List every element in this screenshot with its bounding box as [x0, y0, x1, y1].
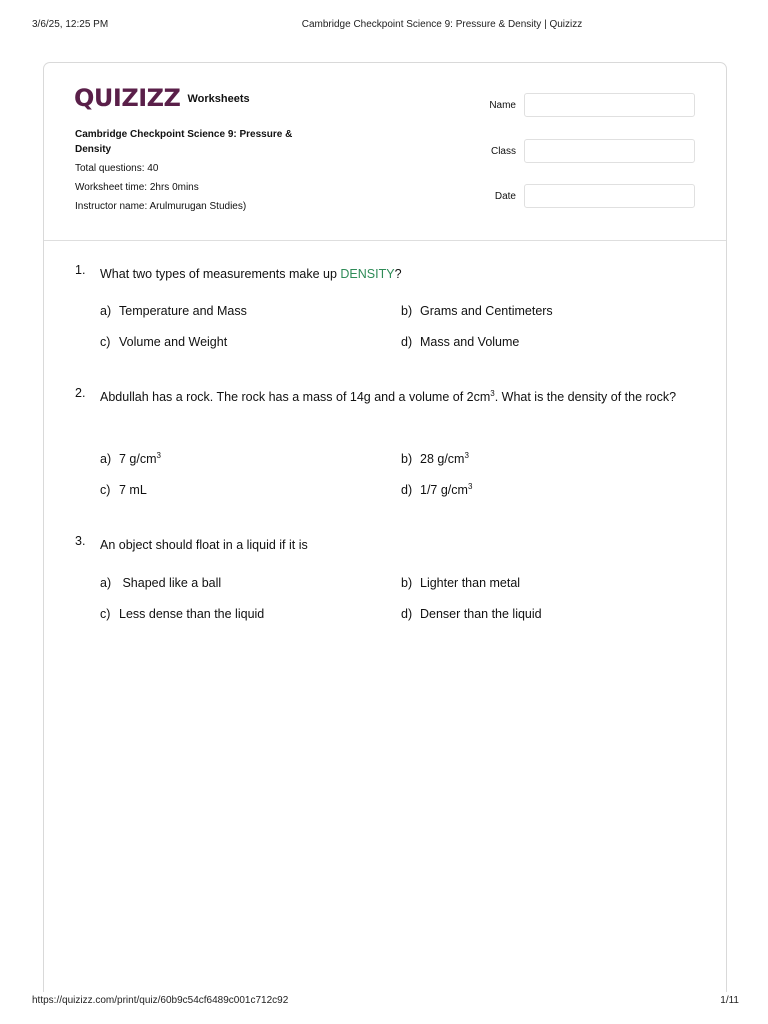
name-field-row: [474, 93, 726, 117]
option-text: Temperature and Mass: [119, 304, 247, 318]
question-highlight: DENSITY: [340, 267, 395, 281]
superscript: 3: [490, 388, 495, 398]
option-letter: d): [401, 607, 413, 621]
question-text: An object should float in a liquid if it is: [100, 538, 308, 552]
option-letter: b): [401, 304, 413, 318]
option-text: 7 g/cm: [119, 452, 157, 466]
option-text: Lighter than metal: [420, 576, 521, 590]
option-letter: b): [401, 452, 413, 466]
answer-option[interactable]: [401, 304, 553, 318]
question-text: [100, 386, 680, 409]
worksheet-title: Cambridge Checkpoint Science 9: Pressure & Density: [75, 129, 293, 155]
worksheet-card: [43, 62, 727, 992]
question-text-part: ?: [394, 267, 402, 281]
instructor-name: Instructor name: Arulmurugan Studies): [75, 201, 247, 212]
date-field[interactable]: [524, 184, 695, 208]
answer-option[interactable]: [401, 576, 520, 590]
date-field-row: [474, 184, 726, 208]
option-letter: c): [100, 335, 111, 349]
print-url: https://quizizz.com/print/quiz/60b9c54cf6489c001c712c92: [32, 995, 289, 1006]
answer-option[interactable]: [100, 576, 221, 590]
print-title: Cambridge Checkpoint Science 9: Pressure & Density | Quizizz: [301, 19, 583, 30]
answer-option[interactable]: [401, 483, 472, 497]
question-text: [100, 263, 680, 286]
option-text: Shaped like a ball: [119, 576, 222, 590]
question-number: 1.: [75, 263, 86, 277]
name-label: Name: [489, 100, 516, 111]
option-text: Grams and Centimeters: [420, 304, 553, 318]
answer-option[interactable]: [401, 452, 469, 466]
class-label: Class: [490, 146, 516, 157]
name-field[interactable]: [524, 93, 695, 117]
question-number: 2.: [75, 386, 86, 400]
answer-option[interactable]: [100, 483, 147, 497]
option-text: Mass and Volume: [420, 335, 520, 349]
answer-option[interactable]: [100, 452, 161, 466]
option-letter: c): [100, 607, 111, 621]
question-text-part: What two types of measurements make up: [100, 267, 341, 281]
option-text: 7 mL: [119, 483, 147, 497]
option-letter: a): [100, 304, 112, 318]
option-text: 28 g/cm: [420, 452, 465, 466]
answer-option[interactable]: [100, 304, 247, 318]
print-header: [0, 19, 768, 33]
worksheet-meta: [75, 127, 315, 214]
question-text-part: . What is the density of the rock?: [494, 390, 677, 404]
answer-option[interactable]: [401, 335, 519, 349]
page-number: 1/11: [720, 995, 739, 1006]
class-field[interactable]: [524, 139, 695, 163]
worksheet-time: Worksheet time: 2hrs 0mins: [75, 182, 199, 193]
option-letter: c): [100, 483, 111, 497]
option-letter: a): [100, 576, 112, 590]
option-text: Denser than the liquid: [420, 607, 542, 621]
superscript: 3: [467, 481, 473, 491]
superscript: 3: [464, 450, 469, 460]
quizizz-logo: [74, 84, 250, 112]
class-field-row: [474, 139, 726, 163]
worksheet-header: [44, 63, 726, 241]
option-letter: a): [100, 452, 112, 466]
option-letter: d): [401, 483, 413, 497]
option-text: 1/7 g/cm: [420, 483, 468, 497]
superscript: 3: [156, 450, 161, 460]
option-letter: b): [401, 576, 413, 590]
answer-option[interactable]: [100, 607, 264, 621]
logo-wordmark: QUIZIZZ: [74, 84, 181, 112]
option-text: Volume and Weight: [119, 335, 228, 349]
answer-option[interactable]: [401, 607, 542, 621]
date-label: Date: [494, 191, 516, 202]
total-questions: Total questions: 40: [75, 163, 159, 174]
question-number: 3.: [75, 534, 86, 548]
logo-subtitle: Worksheets: [187, 93, 250, 105]
print-datetime: 3/6/25, 12:25 PM: [32, 19, 109, 30]
question-text-part: Abdullah has a rock. The rock has a mass of 14g and a volume of 2cm: [100, 390, 491, 404]
option-text: Less dense than the liquid: [119, 607, 265, 621]
option-letter: d): [401, 335, 413, 349]
answer-option[interactable]: [100, 335, 227, 349]
